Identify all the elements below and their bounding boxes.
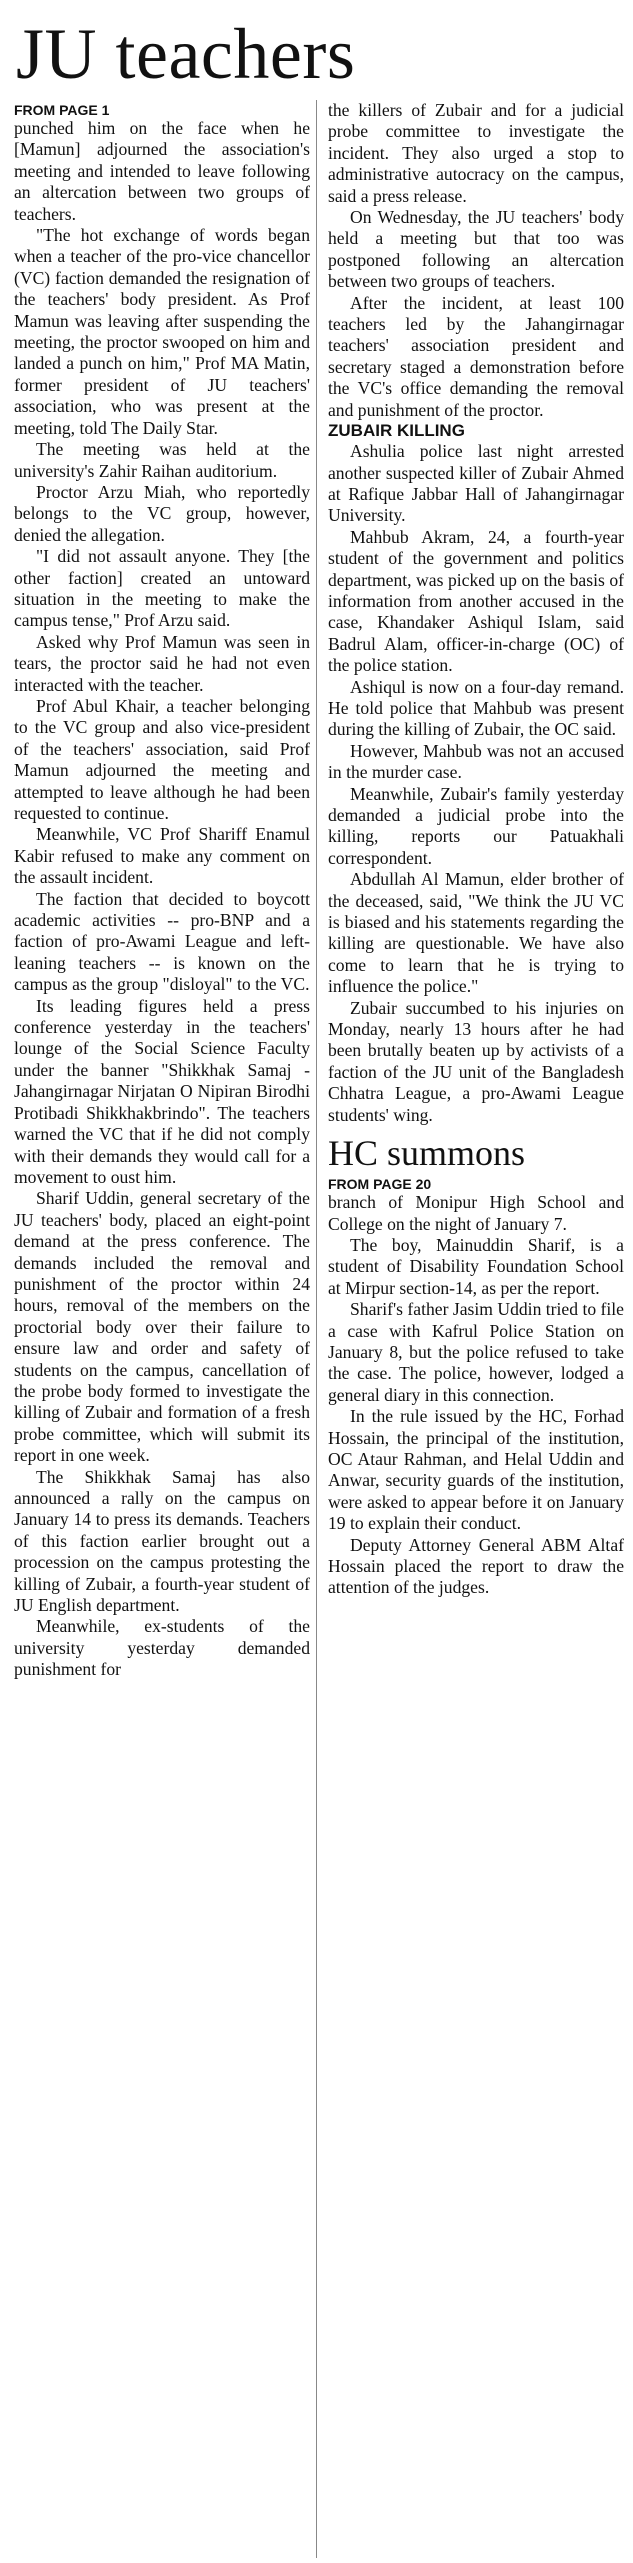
paragraph: Ashulia police last night arrested another suspected killer of Zubair Ahmed at Rafique Jabbar Hall of Jahangirnagar University. — [328, 441, 624, 526]
paragraph: Proctor Arzu Miah, who reportedly belongs to the VC group, however, denied the allegation. — [14, 481, 310, 545]
paragraph: The boy, Mainuddin Sharif, is a student of Disability Foundation School at Mirpur section-14, as per the report. — [328, 1234, 624, 1298]
right-column — [328, 100, 624, 1599]
section-subhead: ZUBAIR KILLING — [328, 421, 465, 441]
paragraph: Abdullah Al Mamun, elder brother of the deceased, said, "We think the JU VC is biased and his statements regarding the killing are questionable. We have also come to learn that he is trying to influence the police." — [328, 869, 624, 997]
paragraph: Zubair succumbed to his injuries on Monday, nearly 13 hours after he had been brutally beaten up by activists of a faction of the JU unit of the Bangladesh Chhatra League, a pro-Awami League students' wing. — [328, 997, 624, 1125]
paragraph: the killers of Zubair and for a judicial probe committee to investigate the incident. They also urged a stop to administrative autocracy on the campus, said a press release. — [328, 100, 624, 206]
paragraph: The meeting was held at the university's Zahir Raihan auditorium. — [14, 439, 310, 481]
column-divider — [316, 100, 317, 2558]
paragraph: Sharif's father Jasim Uddin tried to file a case with Kafrul Police Station on January 8, but the police refused to take the case. The police, however, lodged a general diary in this connection. — [328, 1299, 624, 1405]
paragraph: The faction that decided to boycott academic activities -- pro-BNP and a faction of pro-Awami League and left-leaning teachers -- is known on the campus as the group "disloyal" to the VC. — [14, 888, 310, 995]
paragraph: Prof Abul Khair, a teacher belonging to the VC group and also vice-president of the teachers' association, said Prof Mamun adjourned the meeting and attempted to leave although he had been requested to continue. — [14, 695, 310, 823]
paragraph: On Wednesday, the JU teachers' body held a meeting but that too was postponed following an altercation between two groups of teachers. — [328, 207, 624, 292]
article-headline: JU teachers — [16, 14, 356, 94]
paragraph: Mahbub Akram, 24, a fourth-year student of the government and politics department, was picked up on the basis of information from another accused in the case, Khandaker Ashiqul Islam, said Badrul Alam, officer-in-charge (OC) of the police station. — [328, 526, 624, 676]
paragraph: "The hot exchange of words began when a teacher of the pro-vice chancellor (VC) faction demanded the resignation of the teachers' body president. As Prof Mamun was leaving after suspending the meeting, the proctor swooped on him and landed a punch on him," Prof MA Matin, former president of JU teachers' association, who was present at the meeting, told The Daily Star. — [14, 225, 310, 438]
paragraph: Its leading figures held a press conference yesterday in the teachers' lounge of the Social Science Faculty under the banner "Shikkhak Samaj - Jahangirnagar Nirjatan O Nipiran Birodhi Protibadi Shikkhakbrindo". The teachers warned the VC that if he did not comply with their demands they would call for a movement to oust him. — [14, 995, 310, 1187]
paragraph: punched him on the face when he [Mamun] adjourned the association's meeting and intended to leave following an altercation between two groups of teachers. — [14, 118, 310, 224]
paragraph: branch of Monipur High School and College on the night of January 7. — [328, 1192, 624, 1234]
paragraph: Deputy Attorney General ABM Altaf Hossain placed the report to draw the attention of the judges. — [328, 1534, 624, 1598]
paragraph: In the rule issued by the HC, Forhad Hossain, the principal of the institution, OC Ataur Rahman, and Helal Uddin and Anwar, security guards of the institution, were asked to appear before it on January 19 to explain their conduct. — [328, 1406, 624, 1534]
second-article-headline: HC summons — [328, 1133, 526, 1174]
continuation-label: FROM PAGE 20 — [328, 1176, 432, 1193]
paragraph: Meanwhile, VC Prof Shariff Enamul Kabir refused to make any comment on the assault incident. — [14, 824, 310, 888]
paragraph: Meanwhile, ex-students of the university yesterday demanded punishment for — [14, 1616, 310, 1680]
paragraph: Ashiqul is now on a four-day remand. He told police that Mahbub was present during the killing of Zubair, the OC said. — [328, 676, 624, 740]
paragraph: "I did not assault anyone. They [the other faction] created an untoward situation in the meeting to make the campus tense," Prof Arzu said. — [14, 546, 310, 631]
paragraph: Sharif Uddin, general secretary of the JU teachers' body, placed an eight-point demand at the press conference. The demands included the removal and punishment of the proctor within 24 hours, removal of the members on the proctorial body over their failure to ensure law and order and safety of students on the campus, cancellation of the probe body formed to investigate the killing of Zubair and formation of a fresh probe committee, which will submit its report in one week. — [14, 1188, 310, 1466]
continuation-label: FROM PAGE 1 — [14, 102, 110, 118]
left-column — [14, 100, 310, 1681]
paragraph: The Shikkhak Samaj has also announced a rally on the campus on January 14 to press its demands. Teachers of this faction earlier brought out a procession on the campus protesting the killing of Zubair, a fourth-year student of JU English department. — [14, 1466, 310, 1616]
paragraph: Asked why Prof Mamun was seen in tears, the proctor said he had not even interacted with the teacher. — [14, 631, 310, 695]
paragraph: However, Mahbub was not an accused in the murder case. — [328, 740, 624, 783]
paragraph: After the incident, at least 100 teachers led by the Jahangirnagar teachers' association president and secretary staged a demonstration before the VC's office demanding the removal and punishment of the proctor. — [328, 292, 624, 420]
paragraph: Meanwhile, Zubair's family yesterday demanded a judicial probe into the killing, reports our Patuakhali correspondent. — [328, 783, 624, 868]
